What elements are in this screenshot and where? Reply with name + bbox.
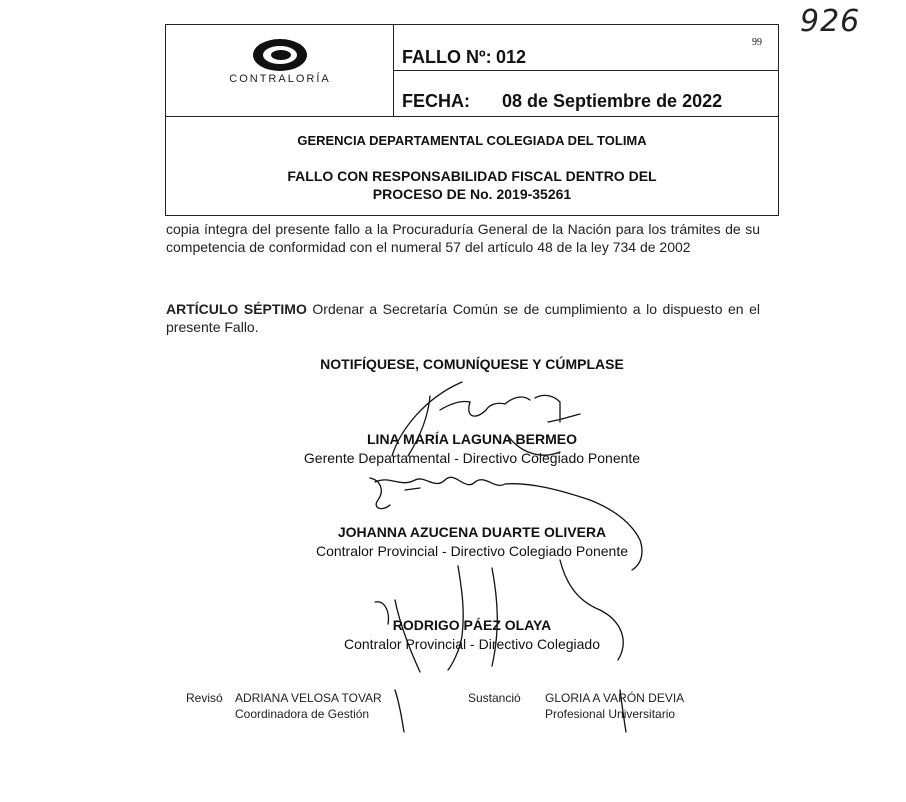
article-seventh: [166, 300, 760, 336]
fecha-value: 08 de Septiembre de 2022: [502, 91, 723, 111]
signatory-name: LINA MARÍA LAGUNA BERMEO: [367, 431, 577, 447]
signatory-role: Contralor Provincial - Directivo Colegiado: [344, 636, 600, 652]
document-header: [165, 24, 779, 216]
fallo-small-number: 99: [752, 37, 762, 48]
reviso-role: Coordinadora de Gestión: [235, 707, 370, 721]
fallo-cell: [394, 25, 778, 71]
fallo-number: 012: [496, 47, 527, 67]
fallo-title-line1: FALLO CON RESPONSABILIDAD FISCAL DENTRO DEL: [287, 168, 657, 184]
sustancio-label: Sustanció: [468, 691, 521, 705]
fecha-cell: [394, 71, 778, 117]
signatory-name: JOHANNA AZUCENA DUARTE OLIVERA: [337, 524, 607, 540]
logo-cell: [166, 25, 394, 117]
closing-formula: NOTIFÍQUESE, COMUNÍQUESE Y CÚMPLASE: [320, 356, 624, 372]
reviso-label: Revisó: [186, 691, 223, 705]
fallo-title: [166, 167, 778, 203]
fallo-title-line2: PROCESO DE No. 2019-35261: [372, 186, 572, 202]
signatory-role: Gerente Departamental - Directivo Colegiado Ponente: [303, 450, 641, 466]
signature-reviso: [395, 690, 404, 732]
fecha-label: FECHA:: [402, 91, 470, 111]
contraloria-logo-icon: [251, 37, 309, 73]
reviso-name: ADRIANA VELOSA TOVAR: [235, 691, 382, 705]
article-seventh-text: Ordenar a Secretaría Común se de cumplimiento a lo dispuesto en el presente Fallo.: [166, 301, 761, 335]
sustancio-name: GLORIA A VARÓN DEVIA: [545, 691, 685, 705]
gerencia-title: GERENCIA DEPARTAMENTAL COLEGIADA DEL TOLIMA: [297, 133, 647, 148]
signatory-role: Contralor Provincial - Directivo Colegiado Ponente: [315, 543, 629, 559]
handwritten-page-number: 926: [800, 4, 861, 39]
signature-rodrigo: [375, 560, 623, 672]
paragraph-procuraduria: copia íntegra del presente fallo a la Procuraduría General de la Nación para los trámites de su competencia de conformidad con el numeral 57 del artículo 48 de la ley 734 de 2002: [166, 221, 760, 255]
fallo-label: FALLO Nº:: [402, 47, 492, 67]
logo-name: CONTRALORÍA: [229, 73, 331, 85]
article-seventh-heading: ARTÍCULO SÉPTIMO: [166, 301, 307, 317]
sustancio-role: Profesional Universitario: [545, 707, 676, 721]
signatory-name: RODRIGO PÁEZ OLAYA: [392, 617, 552, 633]
